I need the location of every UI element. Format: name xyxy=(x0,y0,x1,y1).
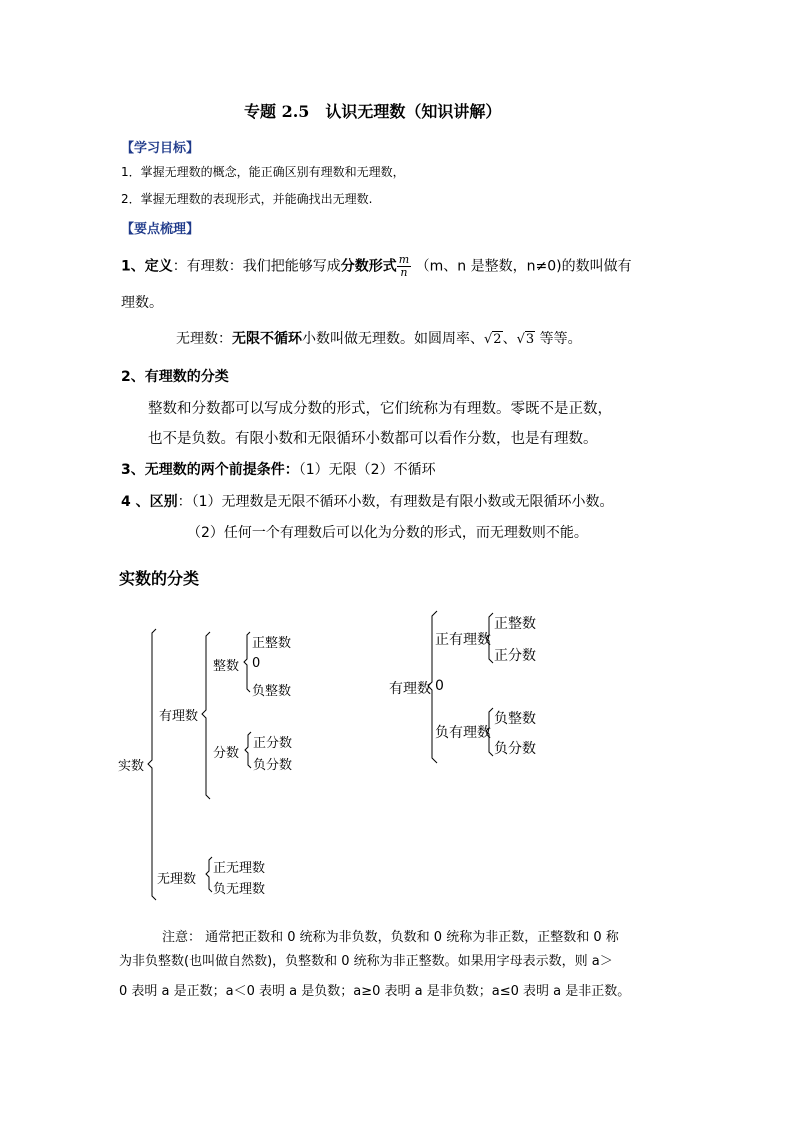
definition-bold-term: 分数形式 xyxy=(340,258,397,275)
note-line-2: 为非负整数(也叫做自然数)，负整数和 0 统称为非正整数。如果用字母表示数，则 a＞ xyxy=(119,954,613,969)
right-tree-positive-fraction: 正分数 xyxy=(494,648,536,664)
rational-classification-line-2: 也不是负数。有限小数和无限循环小数都可以看作分数，也是有理数。 xyxy=(148,431,598,447)
sqrt-2: √2 xyxy=(484,332,502,347)
fraction-bracket xyxy=(245,732,251,768)
tree-root-real: 实数 xyxy=(118,759,145,774)
definition-number: 1、定义 xyxy=(121,258,173,275)
right-tree-zero: 0 xyxy=(435,678,444,694)
sqrt-3-radicand: 3 xyxy=(525,332,535,347)
irrational-bracket xyxy=(206,857,212,892)
tree-int-negative: 负整数 xyxy=(252,684,292,699)
right-tree-negative-fraction: 负分数 xyxy=(494,741,536,757)
definition-tail: （m、n 是整数，n≠0)的数叫做有 xyxy=(415,258,632,275)
right-tree-root-rational: 有理数 xyxy=(389,681,431,697)
right-tree-negative-integer: 负整数 xyxy=(494,711,536,727)
rational-bracket xyxy=(202,632,210,799)
definition-tail-2: 理数。 xyxy=(121,295,163,311)
difference-heading: 4 、区别 xyxy=(121,494,178,510)
right-tree-positive-integer: 正整数 xyxy=(494,616,536,632)
goal-item-1: 1．掌握无理数的概念，能正确区别有理数和无理数， xyxy=(121,165,405,179)
fraction-denominator: n xyxy=(400,266,408,279)
tree-frac-negative: 负分数 xyxy=(253,758,293,773)
real-classification-heading: 实数的分类 xyxy=(119,569,200,588)
integer-bracket xyxy=(244,632,250,692)
difference-line-2: （2）任何一个有理数后可以化为分数的形式，而无理数则不能。 xyxy=(187,525,588,541)
section-goals-heading: 【学习目标】 xyxy=(121,141,200,156)
tree-rational: 有理数 xyxy=(159,709,199,724)
tree-irr-positive: 正无理数 xyxy=(213,861,266,876)
right-tree-negative-rational: 负有理数 xyxy=(435,725,491,741)
tree-frac-positive: 正分数 xyxy=(253,736,293,751)
preconditions-heading: 3、无理数的两个前提条件： xyxy=(121,462,299,478)
rational-classification-line-1: 整数和分数都可以写成分数的形式，它们统称为有理数。零既不是正数， xyxy=(148,401,612,417)
section-points-heading: 【要点梳理】 xyxy=(121,222,200,237)
tree-int-zero: 0 xyxy=(252,656,261,671)
page-title: 专题 2.5 认识无理数（知识讲解） xyxy=(244,102,502,121)
goal-item-2: 2．掌握无理数的表现形式，并能确找出无理数. xyxy=(121,192,373,206)
sqrt-3: √3 xyxy=(516,332,535,347)
tree-irr-negative: 负无理数 xyxy=(213,882,266,897)
separator: 、 xyxy=(502,331,517,347)
irrational-label: 无理数： xyxy=(176,331,232,347)
tree-int-positive: 正整数 xyxy=(252,636,292,651)
note-line-3: 0 表明 a 是正数；a＜0 表明 a 是负数；a≥0 表明 a 是非负数；a≤0 表明 a 是非正数。 xyxy=(119,984,631,999)
rational-classification-heading: 2、有理数的分类 xyxy=(121,369,229,385)
tree-irrational: 无理数 xyxy=(157,872,197,887)
right-tree-positive-rational: 正有理数 xyxy=(435,632,491,648)
real-bracket xyxy=(148,629,156,900)
irrational-bold-term: 无限不循环 xyxy=(232,331,302,347)
difference-text-1: ：（1）无理数是无限不循环小数，有理数是有限小数或无限循环小数。 xyxy=(177,494,614,510)
irrational-text: 小数叫做无理数。如圆周率、 xyxy=(302,331,484,347)
tree-fraction: 分数 xyxy=(213,746,240,761)
tree-integer: 整数 xyxy=(213,659,240,674)
definition-text: ：有理数：我们把能够写成 xyxy=(172,258,341,275)
fraction-numerator: m xyxy=(398,253,410,266)
preconditions-text: （1）无限（2）不循环 xyxy=(298,462,436,478)
note-line-1: 注意： 通常把正数和 0 统称为非负数，负数和 0 统称为非正数，正整数和 0 称 xyxy=(162,930,619,945)
sqrt-2-radicand: 2 xyxy=(493,332,502,347)
etc-text: 等等。 xyxy=(535,331,582,347)
